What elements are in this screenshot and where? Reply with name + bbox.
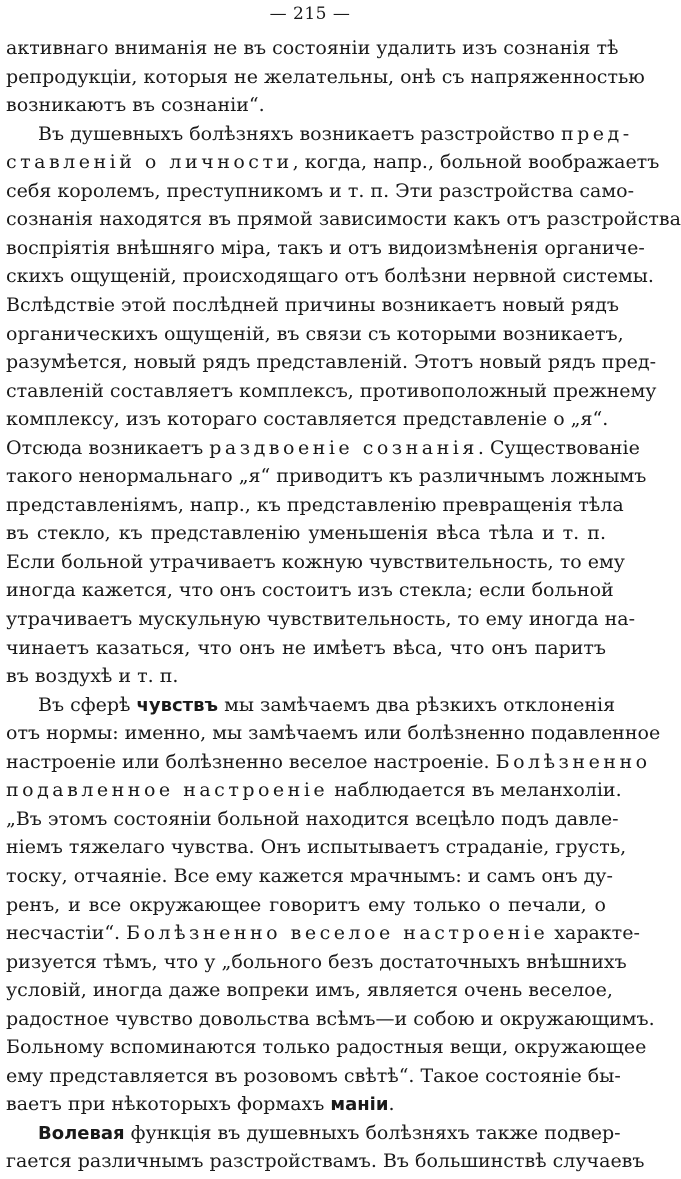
text-line [6,1146,645,1176]
text-run: активнаго вниманія не въ состояніи удалить изъ сознанія тѣ [6,37,619,59]
text-line [6,204,681,234]
text-line [6,376,657,406]
text-run: . Существованіе [477,436,640,459]
text-line [6,975,613,1005]
text-line [6,90,606,120]
text-run: ніемъ тяжелаго чувства. Онъ испытываетъ страданіе, грусть, [6,836,627,859]
text-line [6,290,619,320]
text-run: представленіямъ, напр., къ представленію превращенія тѣла [6,493,624,516]
text-run: возникаютъ въ сознаніи“. [6,94,265,117]
text-line [6,33,619,63]
text-line [6,347,656,377]
text-line [6,147,660,177]
text-run: Въ душевныхъ болѣзняхъ возникаетъ разстройство [38,122,561,145]
text-line [6,233,645,263]
text-run: „Въ этомъ состояніи больной находится всецѣло подъ давле- [6,807,619,830]
text-run: въ стекло, къ представленію уменьшенія вѣса тѣла и т. п. [6,522,606,545]
bold-term: Волевая [38,1122,125,1144]
text-run: скихъ ощущеній, происходящаго отъ болѣзни нервной системы. [6,265,654,288]
text-run: сознанія находятся въ прямой зависимости какъ отъ разстройства [6,208,681,231]
text-run: такого ненормальнаго „я“ приводитъ къ различнымъ ложнымъ [6,465,647,488]
text-line [6,604,636,634]
text-run: въ воздухѣ и т. п. [6,665,179,688]
text-line [6,890,606,920]
text-run: ренъ, и все окружающее говоритъ ему только о печали, о [6,893,606,916]
text-run: функція въ душевныхъ болѣзняхъ также подвер- [124,1121,621,1144]
text-run: . [388,1093,395,1116]
text-line [6,1032,647,1062]
text-line [6,62,645,92]
text-run: отъ нормы: именно, мы замѣчаемъ или болѣзненно подавленное [6,722,661,745]
text-line [6,1089,606,1119]
text-line [6,404,609,434]
text-line [6,718,661,748]
text-line [6,261,654,291]
text-run: радостное чувство довольства всѣмъ—и собою и окружающимъ. [6,1007,655,1030]
text-line [38,119,633,149]
text-run: , когда, напр., больной воображаетъ [292,151,660,174]
text-run: несчастіи“. [6,922,127,945]
spaced-emphasis: подавленное настроеніе [6,779,329,802]
text-run: ему представляется въ розовомъ свѣтѣ“. Такое состояніе бы- [6,1064,621,1087]
text-run: репродукціи, которыя не желательны, онѣ съ напряженностью [6,65,645,88]
text-run: себя королемъ, преступникомъ и т. п. Эти разстройства само- [6,179,635,202]
text-run: настроеніе или болѣзненно веселое настроеніе. [6,750,496,773]
text-run: Вслѣдствіе этой послѣдней причины возникаетъ новый рядъ [6,293,619,316]
text-run: органическихъ ощущеній, въ связи съ которыми возникаетъ, [6,322,624,345]
text-line [6,1004,655,1034]
text-run: Если больной утрачиваетъ кожную чувствительность, то ему [6,550,625,573]
text-run: комплексу, изъ котораго составляется представленіе о „я“. [6,408,609,431]
text-line [6,947,627,977]
text-line [6,461,647,491]
spaced-emphasis: ставленій о личности [6,151,293,174]
text-line [6,575,614,605]
text-line [38,690,616,720]
text-line [6,861,613,891]
text-run: разумѣется, новый рядъ представленій. Этотъ новый рядъ пред- [6,351,656,374]
text-run: наблюдается въ меланхоліи. [328,779,622,802]
text-run: утрачиваетъ мускульную чувствительность, то ему иногда на- [6,608,636,630]
text-run: Отсюда возникаетъ [6,436,210,459]
text-run: мы замѣчаемъ два рѣзкихъ отклоненія [218,693,616,716]
text-run: чинаетъ казаться, что онъ не имѣетъ вѣса, что онъ паритъ [6,636,606,659]
text-line [6,918,640,948]
text-run: воспріятія внѣшняго міра, такъ и отъ видоизмѣненія органиче- [6,236,645,259]
text-line [6,661,606,691]
text-run: ставленій составляетъ комплексъ, противоположный прежнему [6,379,657,402]
text-run: иногда кажется, что онъ состоитъ изъ стекла; если больной [6,579,614,602]
text-line [6,176,635,206]
text-line [6,547,625,577]
text-line [38,1118,621,1148]
spaced-emphasis: Болѣзненно веселое настроеніе [126,922,549,945]
spaced-emphasis: раздвоеніе сознанія [209,436,478,459]
text-line [6,433,640,463]
text-run: ризуется тѣмъ, что у „больного безъ достаточныхъ внѣшнихъ [6,950,627,973]
text-line [6,747,651,777]
spaced-emphasis: пред- [560,122,633,145]
text-line [6,832,627,862]
text-run: Въ сферѣ [38,693,137,716]
bold-term: маніи [330,1094,389,1116]
text-line [6,319,624,349]
text-run: Больному вспоминаются только радостныя вещи, окружающее [6,1036,647,1059]
text-run: тоску, отчаяніе. Все ему кажется мрачнымъ: и самъ онъ ду- [6,864,613,887]
page-number: — 215 — [269,4,351,24]
bold-term: чувствъ [136,694,219,716]
text-run: условій, иногда даже вопреки имъ, является очень веселое, [6,979,613,1002]
text-line [6,518,606,548]
text-line [6,804,619,834]
text-run: характе- [548,922,640,945]
text-run: гается различнымъ разстройствамъ. Въ большинствѣ случаевъ [6,1150,645,1173]
text-line [6,1061,621,1091]
text-line [6,490,624,520]
text-line [6,633,606,663]
spaced-emphasis: Болѣзненно [495,750,651,773]
text-run: ваетъ при нѣкоторыхъ формахъ [6,1093,331,1116]
text-line [6,775,622,805]
